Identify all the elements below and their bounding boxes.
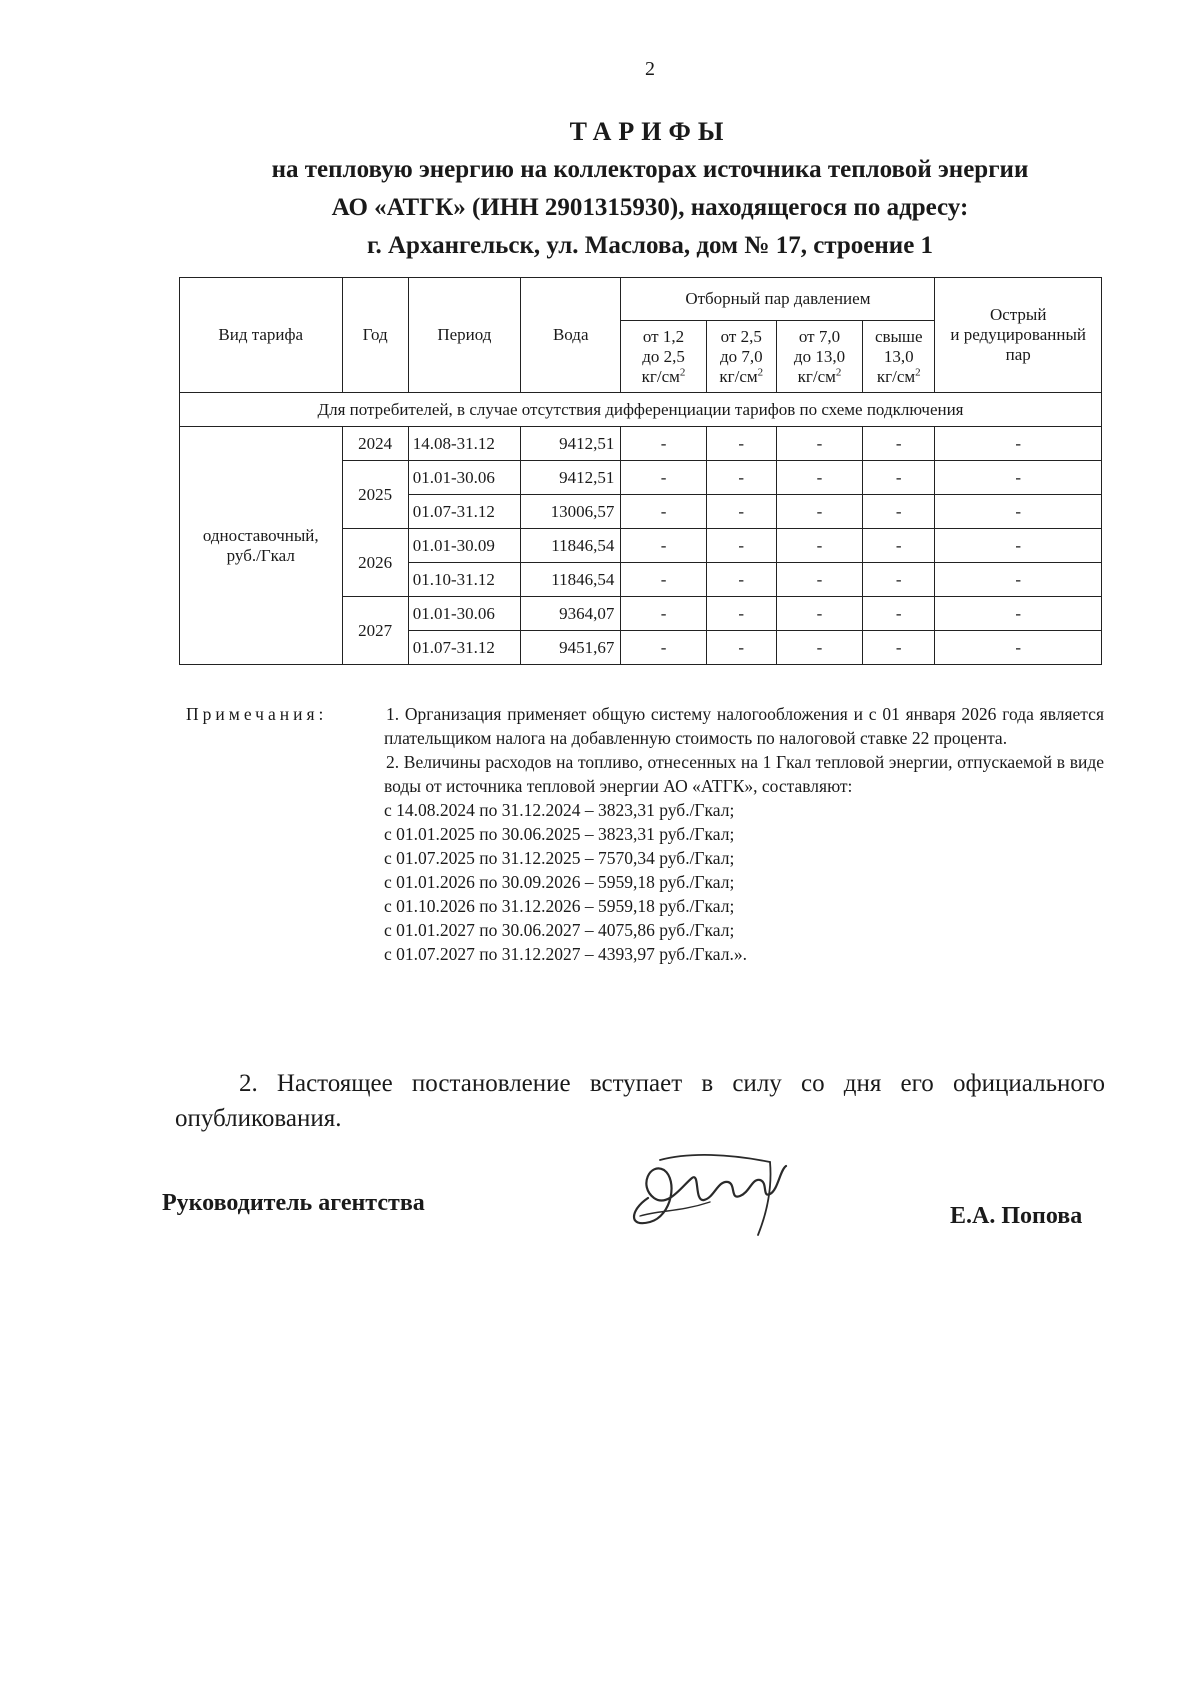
steam-1-cell: - (621, 495, 706, 529)
header-sharp-steam-line-3: пар (1005, 345, 1031, 364)
water-cell: 13006,57 (521, 495, 621, 529)
steam-2-cell: - (706, 563, 776, 597)
water-cell: 9412,51 (521, 461, 621, 495)
sharp-steam-cell: - (935, 563, 1102, 597)
header-steam-1-line-3: $кг/см^2$ (641, 365, 686, 386)
steam-1-cell: - (621, 461, 706, 495)
header-steam-4-line-1: свыше (874, 326, 923, 346)
steam-4-cell: - (863, 529, 935, 563)
header-steam-4-line-3: $кг/см^2$ (876, 365, 921, 386)
title-line-1: на тепловую энергию на коллекторах источника тепловой энергии (271, 156, 1029, 183)
steam-3-cell: - (776, 495, 862, 529)
sharp-steam-cell: - (935, 631, 1102, 665)
fuel-line: с 01.07.2025 по 31.12.2025 – 7570,34 руб./Гкал; (384, 848, 735, 868)
water-cell: 11846,54 (521, 529, 621, 563)
header-steam-1-line-1: от 1,2 (642, 326, 685, 346)
header-steam-group: Отборный пар давлением (621, 278, 935, 321)
steam-2-cell: - (706, 529, 776, 563)
period-cell: 01.10-31.12 (408, 563, 520, 597)
note-2: 2. Величины расходов на топливо, отнесенных на 1 Гкал тепловой энергии, отпускаемой в виде воды от источника тепловой энергии АО «АТГК», составляют: (384, 752, 1104, 796)
signatory-name: Е.А. Попова (950, 1203, 1083, 1229)
steam-1-cell: - (621, 631, 706, 665)
steam-4-cell: - (863, 597, 935, 631)
steam-3-cell: - (776, 597, 862, 631)
header-steam-3-line-2: до 13,0 (793, 346, 846, 366)
header-steam-2-line-3: $кг/см^2$ (719, 365, 764, 386)
period-cell: 01.07-31.12 (408, 631, 520, 665)
table-row (180, 427, 1102, 461)
header-period: Период (408, 278, 520, 393)
header-steam-3-line-1: от 7,0 (798, 326, 841, 346)
fuel-line: с 01.01.2027 по 30.06.2027 – 4075,86 руб./Гкал; (384, 920, 735, 940)
decree-paragraph: 2. Настоящее постановление вступает в силу со дня его официального опубликования. (175, 1070, 1105, 1132)
sharp-steam-cell: - (935, 461, 1102, 495)
tariff-name-cell (180, 427, 343, 665)
sharp-steam-cell: - (935, 597, 1102, 631)
steam-4-cell: - (863, 461, 935, 495)
steam-4-cell: - (863, 631, 935, 665)
steam-3-cell: - (776, 461, 862, 495)
fuel-line: с 01.01.2025 по 30.06.2025 – 3823,31 руб./Гкал; (384, 824, 735, 844)
period-cell: 01.01-30.09 (408, 529, 520, 563)
title-main: ТАРИФЫ (569, 117, 731, 146)
sharp-steam-cell: - (935, 427, 1102, 461)
sharp-steam-cell: - (935, 495, 1102, 529)
header-water: Вода (521, 278, 621, 393)
period-cell: 01.07-31.12 (408, 495, 520, 529)
header-sharp-steam-line-2: и редуцированный (950, 325, 1086, 344)
notes-body (384, 702, 1104, 966)
steam-1-cell: - (621, 427, 706, 461)
header-steam-2 (706, 321, 776, 393)
steam-3-cell: - (776, 427, 862, 461)
header-steam-4 (863, 321, 935, 393)
water-cell: 9451,67 (521, 631, 621, 665)
steam-2-cell: - (706, 631, 776, 665)
header-year: Год (342, 278, 408, 393)
signatory-role: Руководитель агентства (162, 1190, 425, 1216)
period-cell: 01.01-30.06 (408, 597, 520, 631)
water-cell: 11846,54 (521, 563, 621, 597)
steam-2-cell: - (706, 461, 776, 495)
tariff-name-line-1: одноставочный, (202, 525, 319, 545)
sharp-steam-cell: - (935, 529, 1102, 563)
period-cell: 14.08-31.12 (408, 427, 520, 461)
page-number: 2 (645, 58, 655, 80)
section-row (180, 393, 1102, 427)
year-cell: 2027 (342, 597, 408, 665)
year-cell: 2025 (342, 461, 408, 529)
header-steam-1-line-2: до 2,5 (642, 346, 685, 366)
fuel-line: с 01.07.2027 по 31.12.2027 – 4393,97 руб./Гкал.». (384, 944, 747, 964)
tariffs-table (179, 277, 1102, 665)
fuel-line: с 14.08.2024 по 31.12.2024 – 3823,31 руб./Гкал; (384, 800, 735, 820)
header-steam-3-line-3: $кг/см^2$ (797, 365, 842, 386)
steam-1-cell: - (621, 563, 706, 597)
steam-3-cell: - (776, 563, 862, 597)
steam-1-cell: - (621, 529, 706, 563)
title-line-3: г. Архангельск, ул. Маслова, дом № 17, строение 1 (366, 232, 934, 259)
steam-2-cell: - (706, 427, 776, 461)
steam-4-cell: - (863, 563, 935, 597)
header-steam-2-line-1: от 2,5 (720, 326, 762, 346)
title-line-2: АО «АТГК» (ИНН 2901315930), находящегося по адресу: (331, 194, 969, 221)
water-cell: 9412,51 (521, 427, 621, 461)
steam-1-cell: - (621, 597, 706, 631)
header-steam-3 (776, 321, 862, 393)
header-steam-2-line-2: до 7,0 (719, 346, 763, 366)
document-title (150, 113, 1150, 265)
steam-4-cell: - (863, 495, 935, 529)
header-sharp-steam-line-1: Острый (989, 305, 1047, 324)
water-cell: 9364,07 (521, 597, 621, 631)
section-title: Для потребителей, в случае отсутствия дифференциации тарифов по схеме подключения (180, 393, 1102, 427)
header-steam-1 (621, 321, 706, 393)
header-row-1 (180, 278, 1102, 321)
fuel-line: с 01.01.2026 по 30.09.2026 – 5959,18 руб./Гкал; (384, 872, 735, 892)
notes-label: Примечания: (186, 704, 328, 724)
steam-2-cell: - (706, 597, 776, 631)
steam-3-cell: - (776, 529, 862, 563)
handwritten-signature (620, 1140, 790, 1240)
period-cell: 01.01-30.06 (408, 461, 520, 495)
year-cell: 2026 (342, 529, 408, 597)
note-1: 1. Организация применяет общую систему налогообложения и с 01 января 2026 года является плательщиком налога на добавленную стоимость по налоговой ставке 22 процента. (384, 704, 1104, 748)
header-tariff-type: Вид тарифа (180, 278, 343, 393)
tariff-name-line-2: руб./Гкал (226, 545, 295, 565)
steam-2-cell: - (706, 495, 776, 529)
year-cell: 2024 (342, 427, 408, 461)
header-sharp-steam (935, 278, 1102, 393)
header-steam-4-line-2: 13,0 (883, 346, 914, 366)
fuel-line: с 01.10.2026 по 31.12.2026 – 5959,18 руб./Гкал; (384, 896, 735, 916)
steam-4-cell: - (863, 427, 935, 461)
steam-3-cell: - (776, 631, 862, 665)
